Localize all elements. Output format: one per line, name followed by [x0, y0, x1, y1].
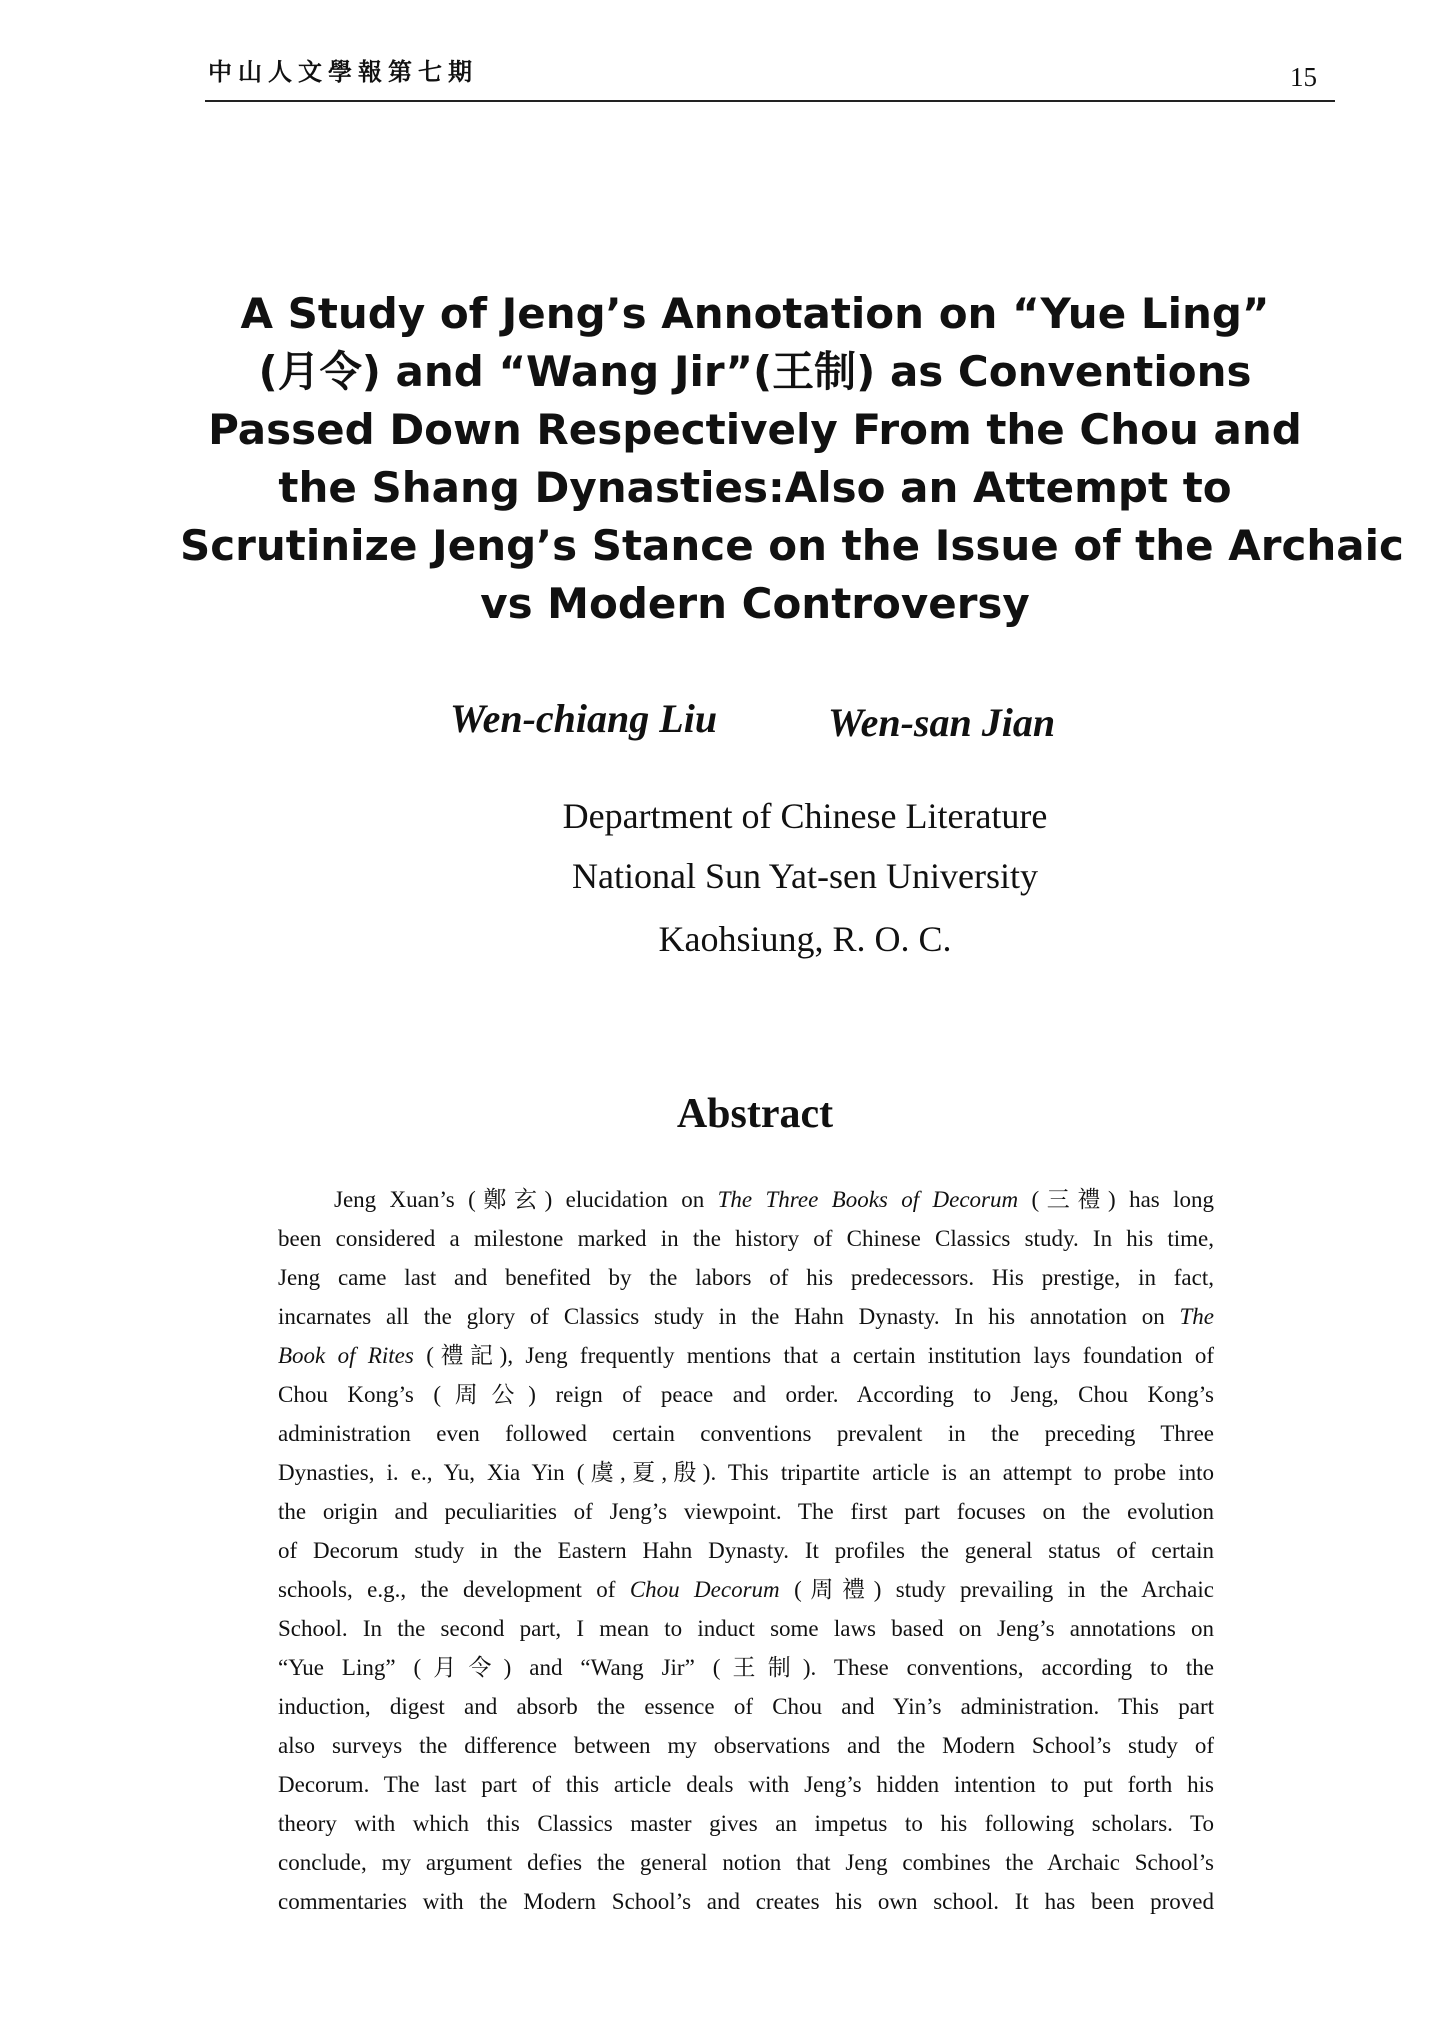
abstract-text: been considered a milestone marked in the history of Chinese Classics study. In his time, [278, 1226, 1214, 1251]
abstract-line [278, 1375, 1214, 1414]
abstract-text: (禮記), Jeng frequently mentions that a certain institution lays foundation of [413, 1343, 1214, 1368]
abstract-text: administration even followed certain conventions prevalent in the preceding Three [278, 1421, 1214, 1446]
abstract-line [278, 1765, 1214, 1804]
abstract-line [278, 1843, 1214, 1882]
abstract-text: induction, digest and absorb the essence of Chou and Yin’s administration. This part [278, 1694, 1214, 1719]
abstract-line [278, 1726, 1214, 1765]
abstract-line [278, 1882, 1214, 1921]
abstract-line [278, 1687, 1214, 1726]
abstract-line [278, 1258, 1214, 1297]
author-name: Wen-san Jian [828, 700, 1056, 745]
abstract-text: Dynasties, i. e., Yu, Xia Yin (虞,夏,殷). This tripartite article is an attempt to probe into [278, 1460, 1214, 1485]
title-line: Passed Down Respectively From the Chou and [208, 405, 1302, 454]
abstract-heading: Abstract [676, 1091, 834, 1137]
page-number: 15 [1290, 62, 1317, 92]
abstract-line [278, 1180, 1214, 1219]
abstract-text: also surveys the difference between my observations and the Modern School’s study of [278, 1733, 1214, 1758]
title-line: the Shang Dynasties:Also an Attempt to [278, 463, 1232, 512]
abstract-line [278, 1804, 1214, 1843]
abstract-text: incarnates all the glory of Classics study in the Hahn Dynasty. In his annotation on [278, 1304, 1180, 1329]
abstract-text: Decorum. The last part of this article deals with Jeng’s hidden intention to put forth his [278, 1772, 1214, 1797]
abstract-text: (三禮) has long [1018, 1187, 1214, 1212]
abstract-line [278, 1453, 1214, 1492]
title-line: A Study of Jeng’s Annotation on “Yue Ling” [240, 289, 1270, 338]
author-list [0, 695, 1433, 755]
abstract-text: of Decorum study in the Eastern Hahn Dynasty. It profiles the general status of certain [278, 1538, 1214, 1563]
abstract-line [278, 1297, 1214, 1336]
abstract-text: School. In the second part, I mean to induct some laws based on Jeng’s annotations on [278, 1616, 1214, 1641]
article-title [180, 285, 1404, 633]
abstract-italic-text: Chou Decorum [629, 1577, 780, 1602]
abstract-text: Jeng Xuan’s (鄭玄) elucidation on [334, 1187, 718, 1212]
abstract-italic-text: Book of Rites [278, 1343, 414, 1368]
header-rule [205, 100, 1335, 102]
abstract-line [278, 1609, 1214, 1648]
abstract-text: Chou Kong’s (周公) reign of peace and order. According to Jeng, Chou Kong’s [278, 1382, 1214, 1407]
abstract-text: “Yue Ling” (月令) and “Wang Jir” (王制). These conventions, according to the [278, 1655, 1214, 1680]
abstract-line [278, 1492, 1214, 1531]
title-line: vs Modern Controversy [480, 579, 1030, 628]
abstract-line [278, 1648, 1214, 1687]
abstract-text: the origin and peculiarities of Jeng’s viewpoint. The first part focuses on the evolution [278, 1499, 1214, 1524]
abstract-body [278, 1180, 1214, 1921]
abstract-text: conclude, my argument defies the general notion that Jeng combines the Archaic School’s [278, 1850, 1214, 1875]
abstract-text: (周禮) study prevailing in the Archaic [779, 1577, 1214, 1602]
abstract-text: Jeng came last and benefited by the labors of his predecessors. His prestige, in fact, [278, 1265, 1214, 1290]
abstract-text: theory with which this Classics master gives an impetus to his following scholars. To [278, 1811, 1214, 1836]
abstract-italic-text: The [1179, 1304, 1214, 1329]
affiliation-location: Kaohsiung, R. O. C. [658, 919, 952, 959]
abstract-line [278, 1570, 1214, 1609]
affiliation-department: Department of Chinese Literature [562, 796, 1048, 836]
abstract-line [278, 1531, 1214, 1570]
author-name: Wen-chiang Liu [450, 696, 718, 741]
title-line: Scrutinize Jeng’s Stance on the Issue of the Archaic [180, 521, 1404, 570]
affiliation-university: National Sun Yat-sen University [572, 856, 1038, 896]
abstract-line [278, 1414, 1214, 1453]
abstract-italic-text: The Three Books of Decorum [717, 1187, 1019, 1212]
running-head: 中山人文學報第七期 [208, 57, 478, 86]
title-line: (月令) and “Wang Jir”(王制) as Conventions [258, 347, 1252, 396]
abstract-text: schools, e.g., the development of [278, 1577, 630, 1602]
abstract-line [278, 1219, 1214, 1258]
abstract-text: commentaries with the Modern School’s and creates his own school. It has been proved [278, 1889, 1214, 1914]
abstract-line [278, 1336, 1214, 1375]
